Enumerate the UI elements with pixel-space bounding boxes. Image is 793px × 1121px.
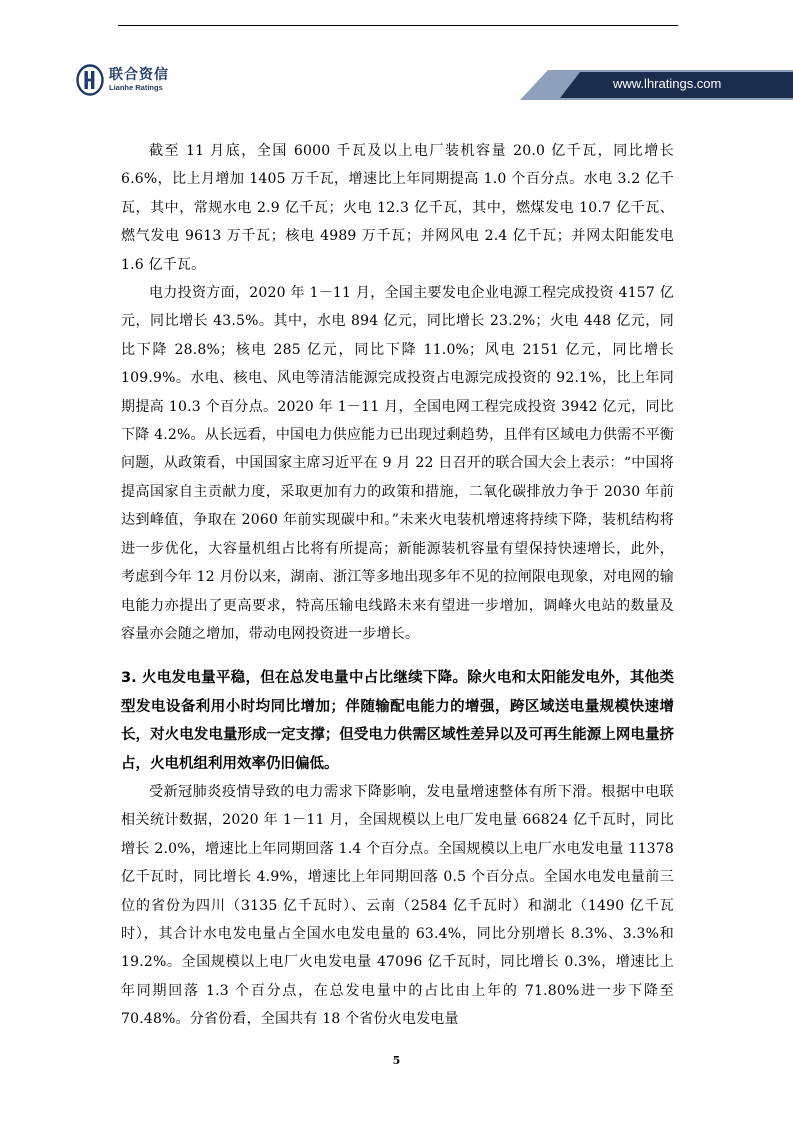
website-url[interactable]: www.lhratings.com [613,76,722,91]
header-rule [118,25,678,26]
paragraph-generation: 受新冠肺炎疫情导致的电力需求下降影响，发电量增速整体有所下滑。根据中电联相关统计数据，2020 年 1－11 月，全国规模以上电厂发电量 66824 亿千瓦时，同比增长 2.0%，增速比上年同期回落 1.4 个百分点。全国规模以上电厂水电发电量 11378 亿千瓦时，同比增长 4.9%，增速比上年同期回落 0.5 个百分点。全国水电发电量前三位的省份为四川（3135 亿千瓦时）、云南（2584 亿千瓦时）和湖北（1490 亿千瓦时），其合计水电发电量占全国水电发电量的 63.4%，同比分别增长 8.3%、3.3%和 19.2%。全国规模以上电厂火电发电量 47096 亿千瓦时，同比增长 0.3%，增速比上年同期回落 1.3 个百分点，在总发电量中的占比由上年的 71.80%进一步下降至 70.48%。分省份看，全国共有 18 个省份火电发电量 [121,783,674,1028]
page-number: 5 [392,1054,401,1067]
logo-name-en: Lianhe Ratings [109,83,163,93]
section-heading-3: 3. 火电发电量平稳，但在总发电量中占比继续下降。除火电和太阳能发电外，其他类型发电设备利用小时均同比增加；伴随输配电能力的增强，跨区域送电量规模快速增长，对火电发电量形成一定支撑；但受电力供需区域性差异以及可再生能源上网电量挤占，火电机组利用效率仍旧偏低。 [121,670,674,772]
paragraph-investment: 电力投资方面，2020 年 1－11 月，全国主要发电企业电源工程完成投资 4157 亿元，同比增长 43.5%。其中，水电 894 亿元，同比增长 23.2%；火电 448 亿元，同比下降 28.8%；核电 285 亿元，同比下降 11.0%；风电 2151 亿元，同比增长 109.9%。水电、核电、风电等清洁能源完成投资占电源完成投资的 92.1%，比上年同期提高 10.3 个百分点。2020 年 1－11 月，全国电网工程完成投资 3942 亿元，同比下降 4.2%。从长远看，中国电力供应能力已出现过剩趋势，且伴有区域电力供需不平衡问题，从政策看，中国国家主席习近平在 9 月 22 日召开的联合国大会上表示：“中国将提高国家自主贡献力度，采取更加有力的政策和措施，二氧化碳排放力争于 2030 年前达到峰值，争取在 2060 年前实现碳中和。”未来火电装机增速将持续下降，装机结构将进一步优化，大容量机组占比将有所提高；新能源装机容量有望保持快速增长，此外，考虑到今年 12 月份以来，湖南、浙江等多地出现多年不见的拉闸限电现象，对电网的输电能力亦提出了更高要求，特高压输电线路未来有望进一步增加，调峰火电站的数量及容量亦会随之增加，带动电网投资进一步增长。 [121,285,674,642]
logo-name-cn: 联合资信 [109,67,169,84]
main-content [121,137,674,1034]
paragraph-capacity: 截至 11 月底，全国 6000 千瓦及以上电厂装机容量 20.0 亿千瓦，同比增长 6.6%，比上月增加 1405 万千瓦，增速比上年同期提高 1.0 个百分点。水电 3.2 亿千瓦，其中，常规水电 2.9 亿千瓦；火电 12.3 亿千瓦，其中，燃煤发电 10.7 亿千瓦、燃气发电 9613 万千瓦；核电 4989 万千瓦；并网风电 2.4 亿千瓦；并网太阳能发电 1.6 亿千瓦。 [121,143,674,273]
